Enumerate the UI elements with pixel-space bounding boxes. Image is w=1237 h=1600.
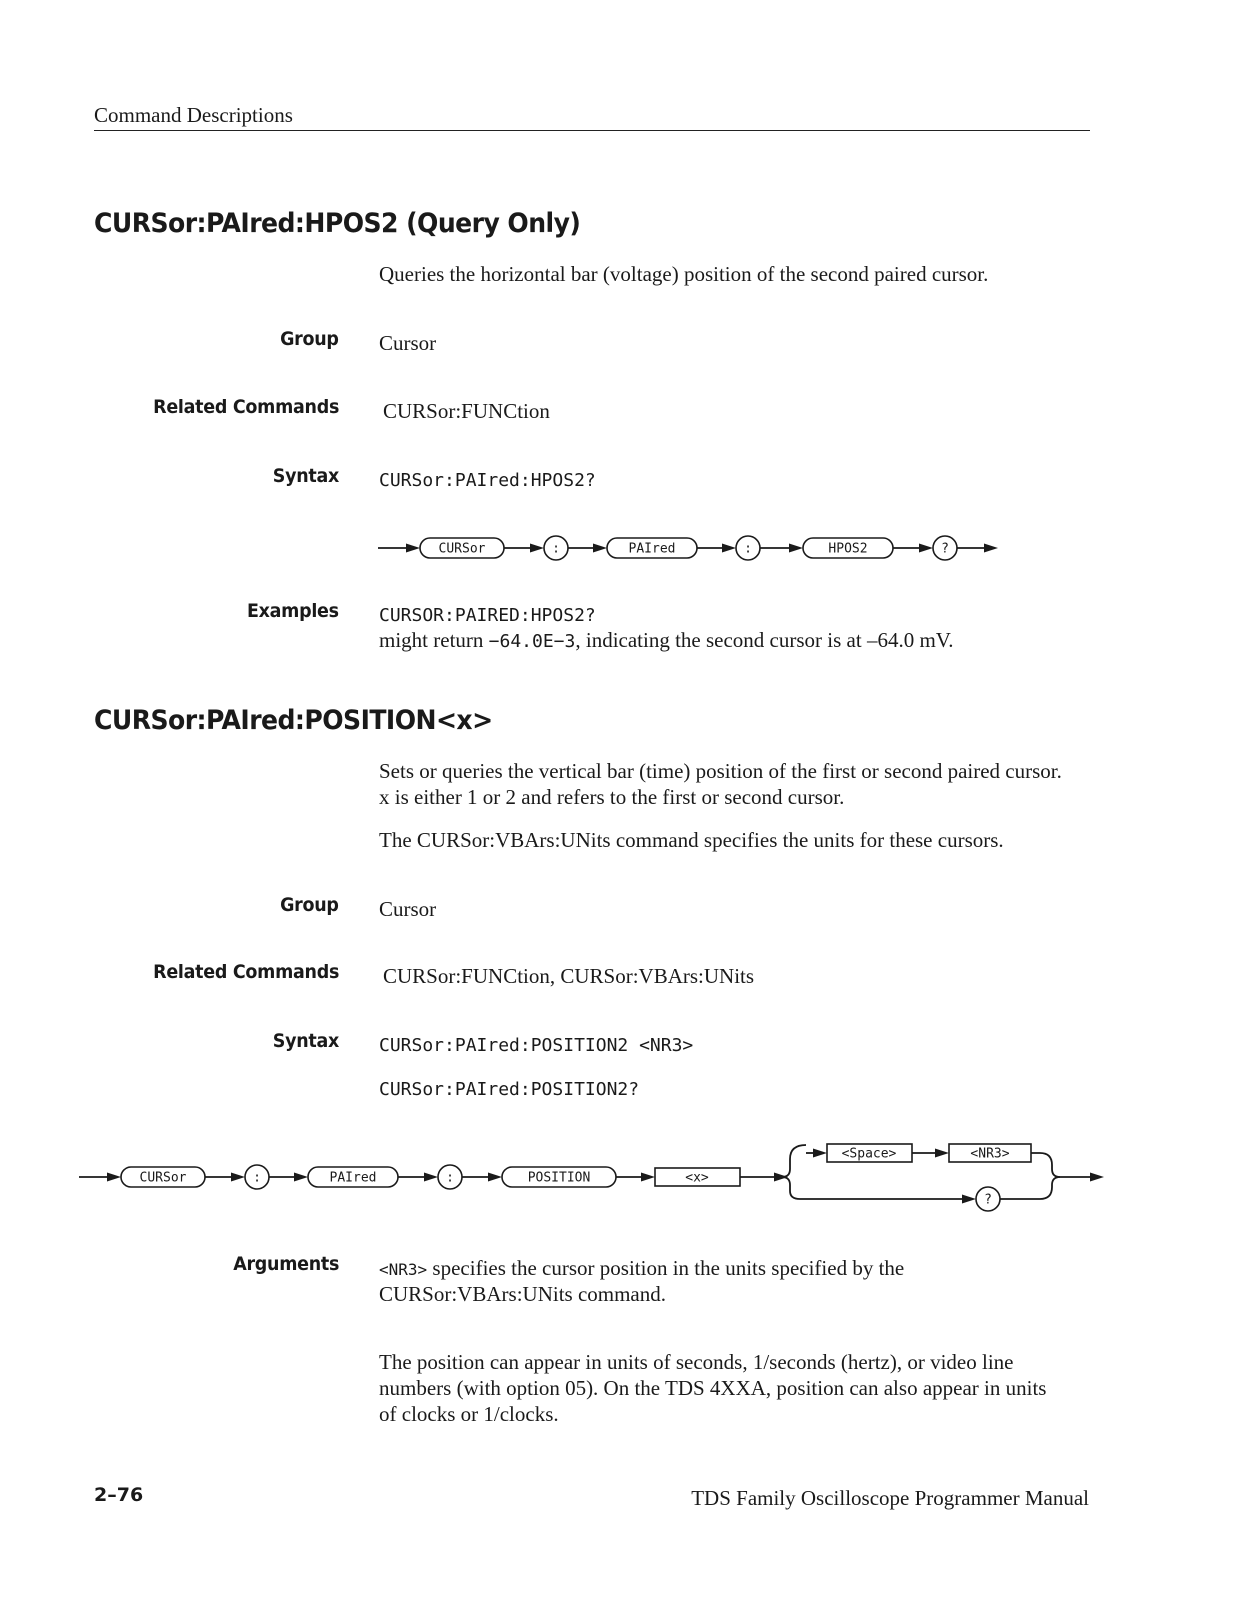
- example-text-2: , indicating the second cursor is at –64.0 mV.: [575, 628, 954, 652]
- hpos2-related-commands: CURSor:FUNCtion: [383, 399, 550, 423]
- argument-text: specifies the cursor position in the units specified by the: [427, 1256, 905, 1280]
- position-related-label: Related Commands: [153, 961, 339, 983]
- arrow-head: [406, 544, 420, 553]
- position-arguments-label: Arguments: [233, 1253, 339, 1275]
- position-note-1: The position can appear in units of seconds, 1/seconds (hertz), or video line: [379, 1350, 1014, 1374]
- running-header: Command Descriptions: [94, 103, 293, 127]
- position-description-2: x is either 1 or 2 and refers to the first or second cursor.: [379, 785, 845, 809]
- hpos2-group-value: Cursor: [379, 331, 437, 355]
- position-related-commands: CURSor:FUNCtion, CURSor:VBArs:UNits: [383, 964, 755, 988]
- node-space-label: <Space>: [841, 1146, 897, 1162]
- node-position-label: POSITION: [527, 1170, 591, 1186]
- node-colon-2-label: :: [446, 1170, 454, 1186]
- position-note-2: numbers (with option 05). On the TDS 4XXA, position can also appear in units: [379, 1376, 1047, 1400]
- left-brace-bottom: [782, 1177, 800, 1199]
- page-number: 2–76: [94, 1484, 144, 1506]
- node-colon-2-label: :: [744, 541, 752, 557]
- node-colon-1-label: :: [253, 1170, 261, 1186]
- node-query-label: ?: [984, 1192, 992, 1208]
- hpos2-example-command: CURSOR:PAIRED:HPOS2?: [379, 605, 596, 626]
- example-text-1: might return: [379, 628, 489, 652]
- node-colon-1-label: :: [552, 541, 560, 557]
- position-syntax-diagram: [0, 1135, 1237, 1215]
- position-argument-line-2: CURSor:VBArs:UNits command.: [379, 1282, 667, 1306]
- manual-title: TDS Family Oscilloscope Programmer Manual: [691, 1486, 1089, 1510]
- node-nr3-label: <NR3>: [970, 1146, 1010, 1162]
- hpos2-description: Queries the horizontal bar (voltage) position of the second paired cursor.: [379, 262, 989, 286]
- hpos2-group-label: Group: [280, 328, 339, 350]
- position-group-value: Cursor: [379, 897, 437, 921]
- example-return-value: −64.0E−3: [488, 631, 576, 652]
- right-brace-top: [1031, 1153, 1060, 1177]
- position-syntax-query: CURSor:PAIred:POSITION2?: [379, 1079, 640, 1100]
- node-cursor-label: CURSor: [438, 541, 486, 557]
- section-title-position: CURSor:PAIred:POSITION<x>: [94, 705, 493, 736]
- hpos2-examples-label: Examples: [247, 600, 339, 622]
- hpos2-example-description: [379, 627, 954, 655]
- header-rule: [94, 130, 1090, 131]
- node-paired-label: PAIred: [329, 1170, 377, 1186]
- argument-token: <NR3>: [379, 1260, 428, 1279]
- node-hpos2-label: HPOS2: [828, 541, 868, 557]
- right-brace-bottom: [1000, 1177, 1060, 1199]
- position-description-3: The CURSor:VBArs:UNits command specifies the units for these cursors.: [379, 828, 1004, 852]
- position-argument-line-1: [379, 1255, 904, 1283]
- left-brace-top: [782, 1145, 806, 1177]
- node-x-label: <x>: [685, 1170, 709, 1186]
- node-query-label: ?: [941, 541, 949, 557]
- node-paired-label: PAIred: [628, 541, 676, 557]
- hpos2-syntax: CURSor:PAIred:HPOS2?: [379, 470, 596, 491]
- hpos2-syntax-label: Syntax: [272, 465, 339, 487]
- hpos2-syntax-diagram: [0, 528, 1237, 568]
- position-description-1: Sets or queries the vertical bar (time) position of the first or second paired cursor.: [379, 759, 1062, 783]
- hpos2-related-label: Related Commands: [153, 396, 339, 418]
- position-syntax-label: Syntax: [272, 1030, 339, 1052]
- position-note-3: of clocks or 1/clocks.: [379, 1402, 559, 1426]
- node-cursor-label: CURSor: [139, 1170, 187, 1186]
- position-syntax-set: CURSor:PAIred:POSITION2 <NR3>: [379, 1035, 694, 1056]
- section-title-hpos2: CURSor:PAIred:HPOS2 (Query Only): [94, 208, 581, 239]
- position-group-label: Group: [280, 894, 339, 916]
